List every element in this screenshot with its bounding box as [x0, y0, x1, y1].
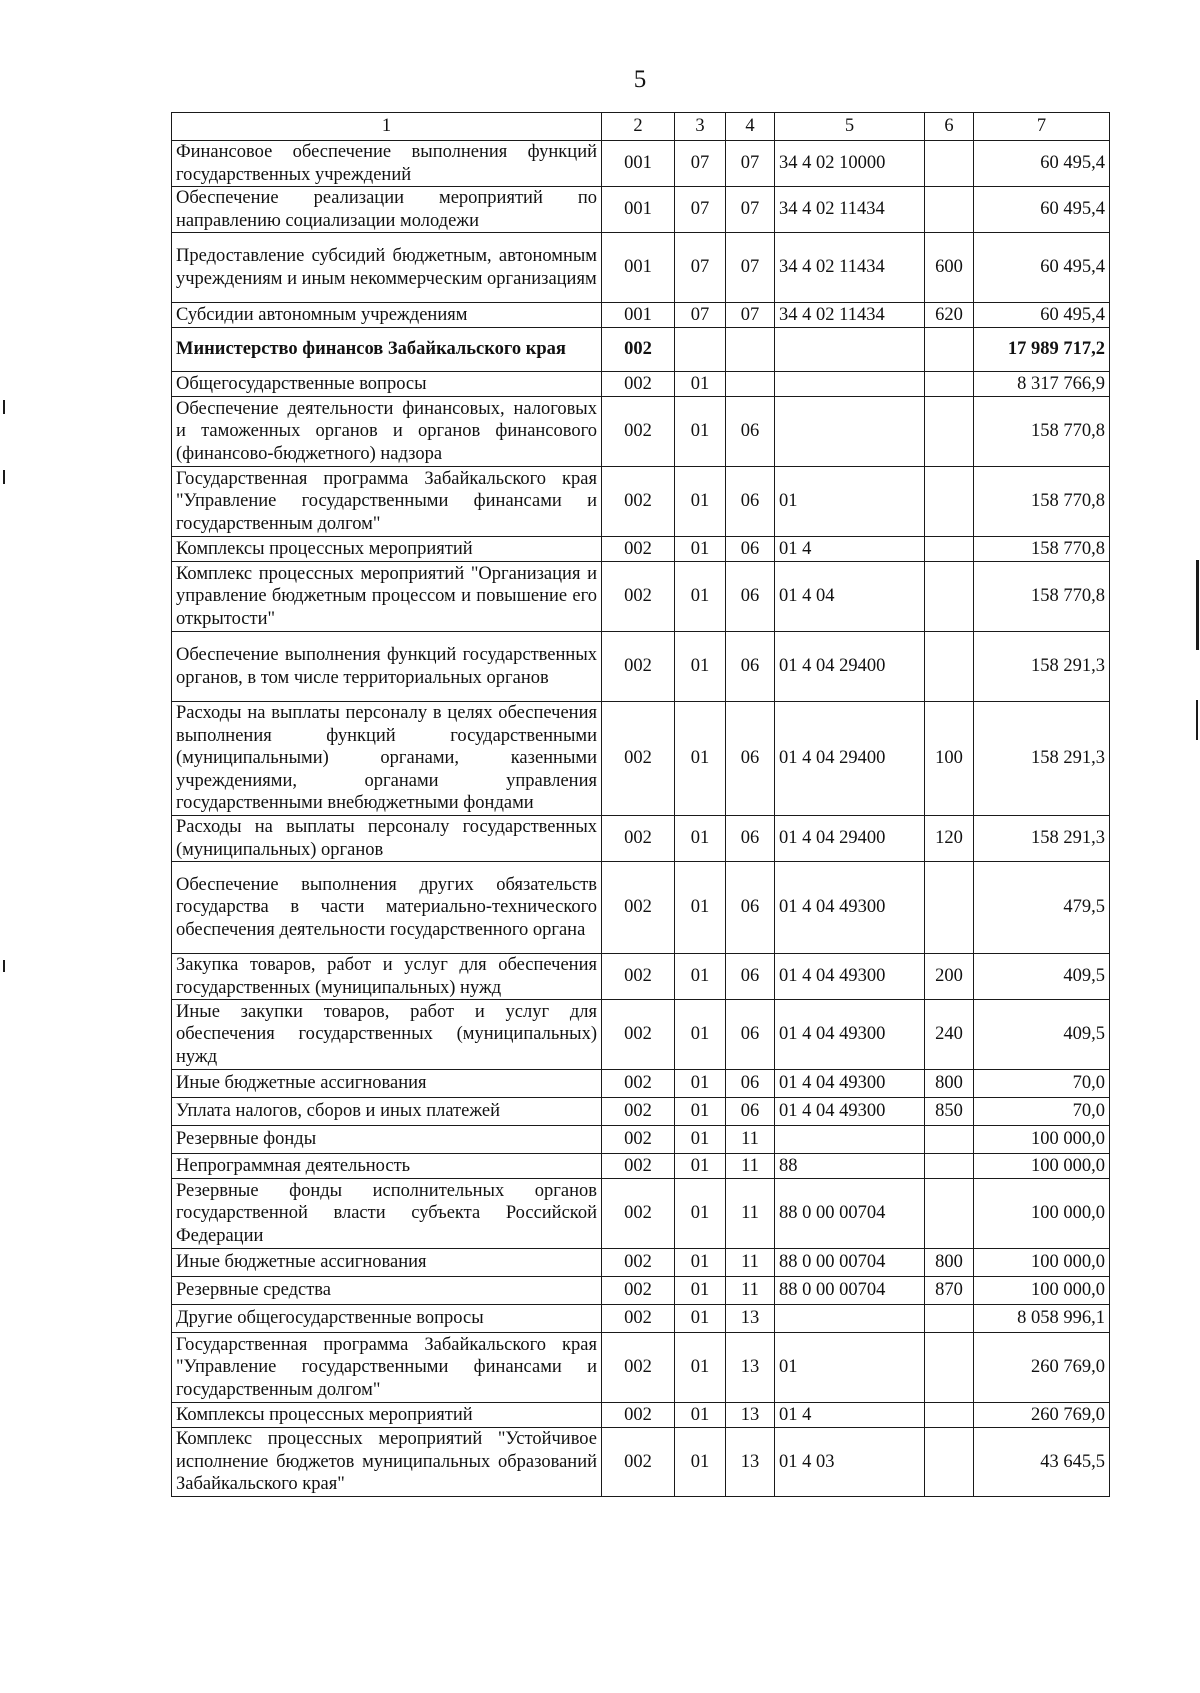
- row-amount: 158 770,8: [974, 562, 1110, 632]
- row-admin-code: 002: [602, 372, 675, 397]
- row-subsection: 06: [726, 537, 775, 562]
- row-admin-code: 002: [602, 562, 675, 632]
- row-name: Комплекс процессных мероприятий "Организация и управление бюджетным процессом и повышение его открытости": [172, 562, 602, 632]
- row-name: Государственная программа Забайкальского края "Управление государственными финансами и государственным долгом": [172, 467, 602, 537]
- row-section: 07: [675, 303, 726, 328]
- header-col-2: 2: [602, 113, 675, 141]
- row-subsection: 11: [726, 1277, 775, 1305]
- row-section: 01: [675, 372, 726, 397]
- table-row: [172, 467, 1110, 537]
- row-name: Обеспечение выполнения функций государственных органов, в том числе территориальных органов: [172, 632, 602, 702]
- row-section: 01: [675, 1098, 726, 1126]
- row-expense-type: [925, 397, 974, 467]
- row-admin-code: 002: [602, 954, 675, 1000]
- row-target-article: 01 4 04 49300: [775, 1098, 925, 1126]
- table-row: [172, 372, 1110, 397]
- row-target-article: [775, 372, 925, 397]
- row-amount: 158 770,8: [974, 537, 1110, 562]
- row-section: 01: [675, 1154, 726, 1179]
- row-name: Другие общегосударственные вопросы: [172, 1305, 602, 1333]
- row-subsection: 06: [726, 1070, 775, 1098]
- row-subsection: 06: [726, 467, 775, 537]
- row-subsection: 13: [726, 1403, 775, 1428]
- row-amount: 8 058 996,1: [974, 1305, 1110, 1333]
- scan-edge-mark: [3, 470, 5, 484]
- row-target-article: 01 4 04 49300: [775, 1000, 925, 1070]
- row-admin-code: 002: [602, 1249, 675, 1277]
- row-target-article: 01 4: [775, 537, 925, 562]
- header-col-6: 6: [925, 113, 974, 141]
- row-name: Министерство финансов Забайкальского края: [172, 328, 602, 372]
- row-name: Закупка товаров, работ и услуг для обеспечения государственных (муниципальных) нужд: [172, 954, 602, 1000]
- row-admin-code: 002: [602, 1000, 675, 1070]
- row-name: Иные закупки товаров, работ и услуг для обеспечения государственных (муниципальных) нужд: [172, 1000, 602, 1070]
- table-row: [172, 1179, 1110, 1249]
- row-expense-type: [925, 1126, 974, 1154]
- row-expense-type: 120: [925, 816, 974, 862]
- row-section: 01: [675, 397, 726, 467]
- row-section: 01: [675, 1179, 726, 1249]
- row-amount: 100 000,0: [974, 1126, 1110, 1154]
- row-section: [675, 328, 726, 372]
- row-name: Государственная программа Забайкальского края "Управление государственными финансами и государственным долгом": [172, 1333, 602, 1403]
- row-name: Резервные фонды исполнительных органов государственной власти субъекта Российской Федерации: [172, 1179, 602, 1249]
- row-amount: 260 769,0: [974, 1403, 1110, 1428]
- row-admin-code: 002: [602, 1154, 675, 1179]
- row-admin-code: 002: [602, 1098, 675, 1126]
- row-section: 01: [675, 1333, 726, 1403]
- row-name: Общегосударственные вопросы: [172, 372, 602, 397]
- row-name: Иные бюджетные ассигнования: [172, 1249, 602, 1277]
- scan-edge-mark: [3, 960, 5, 972]
- row-subsection: 11: [726, 1179, 775, 1249]
- row-amount: 409,5: [974, 1000, 1110, 1070]
- row-target-article: 34 4 02 11434: [775, 187, 925, 233]
- scan-edge-mark: [1196, 700, 1198, 740]
- row-admin-code: 002: [602, 1126, 675, 1154]
- row-amount: 158 770,8: [974, 467, 1110, 537]
- row-expense-type: 200: [925, 954, 974, 1000]
- row-subsection: 06: [726, 702, 775, 816]
- row-name: Обеспечение выполнения других обязательств государства в части материально-технического обеспечения деятельности государственного органа: [172, 862, 602, 954]
- header-col-5: 5: [775, 113, 925, 141]
- row-section: 01: [675, 1305, 726, 1333]
- row-admin-code: 002: [602, 1179, 675, 1249]
- row-admin-code: 002: [602, 467, 675, 537]
- row-subsection: 13: [726, 1333, 775, 1403]
- row-expense-type: [925, 372, 974, 397]
- row-name: Комплексы процессных мероприятий: [172, 537, 602, 562]
- row-target-article: [775, 397, 925, 467]
- row-target-article: [775, 328, 925, 372]
- row-admin-code: 002: [602, 816, 675, 862]
- row-name: Непрограммная деятельность: [172, 1154, 602, 1179]
- header-col-1: 1: [172, 113, 602, 141]
- table-row: [172, 1403, 1110, 1428]
- row-expense-type: [925, 862, 974, 954]
- table-body: [172, 141, 1110, 1497]
- row-admin-code: 002: [602, 537, 675, 562]
- row-name: Расходы на выплаты персоналу государственных (муниципальных) органов: [172, 816, 602, 862]
- row-amount: 158 291,3: [974, 816, 1110, 862]
- row-expense-type: [925, 1403, 974, 1428]
- row-expense-type: [925, 141, 974, 187]
- row-admin-code: 002: [602, 1277, 675, 1305]
- row-subsection: 07: [726, 303, 775, 328]
- row-admin-code: 002: [602, 1305, 675, 1333]
- row-subsection: 11: [726, 1249, 775, 1277]
- row-section: 01: [675, 1126, 726, 1154]
- row-amount: 8 317 766,9: [974, 372, 1110, 397]
- row-section: 01: [675, 1070, 726, 1098]
- row-section: 01: [675, 1428, 726, 1497]
- row-target-article: 01 4 04 49300: [775, 862, 925, 954]
- row-target-article: [775, 1126, 925, 1154]
- header-col-4: 4: [726, 113, 775, 141]
- row-expense-type: [925, 632, 974, 702]
- table-row: [172, 1098, 1110, 1126]
- row-section: 01: [675, 1403, 726, 1428]
- row-amount: 158 770,8: [974, 397, 1110, 467]
- row-target-article: 88 0 00 00704: [775, 1249, 925, 1277]
- row-subsection: 07: [726, 233, 775, 303]
- row-target-article: 01 4 03: [775, 1428, 925, 1497]
- row-target-article: [775, 1305, 925, 1333]
- table-row: [172, 562, 1110, 632]
- scan-edge-mark: [3, 400, 5, 414]
- row-expense-type: 600: [925, 233, 974, 303]
- row-amount: 60 495,4: [974, 141, 1110, 187]
- table-row: [172, 702, 1110, 816]
- row-target-article: 01 4 04 29400: [775, 816, 925, 862]
- row-name: Расходы на выплаты персоналу в целях обеспечения выполнения функций государственными (муниципальными) органами, казенными учреждениями, органами управления государственными внебюджетными фондами: [172, 702, 602, 816]
- table-row: [172, 1305, 1110, 1333]
- row-section: 01: [675, 702, 726, 816]
- row-subsection: 11: [726, 1126, 775, 1154]
- row-admin-code: 002: [602, 397, 675, 467]
- row-expense-type: [925, 187, 974, 233]
- table-row: [172, 862, 1110, 954]
- row-admin-code: 002: [602, 702, 675, 816]
- row-admin-code: 001: [602, 187, 675, 233]
- row-expense-type: 800: [925, 1070, 974, 1098]
- row-section: 07: [675, 187, 726, 233]
- table-row: [172, 328, 1110, 372]
- row-expense-type: [925, 467, 974, 537]
- row-admin-code: 002: [602, 1403, 675, 1428]
- row-target-article: 34 4 02 10000: [775, 141, 925, 187]
- row-section: 01: [675, 467, 726, 537]
- row-name: Комплекс процессных мероприятий "Устойчивое исполнение бюджетов муниципальных образований Забайкальского края": [172, 1428, 602, 1497]
- row-admin-code: 001: [602, 141, 675, 187]
- table-row: [172, 632, 1110, 702]
- table-row: [172, 397, 1110, 467]
- row-name: Субсидии автономным учреждениям: [172, 303, 602, 328]
- row-amount: 60 495,4: [974, 303, 1110, 328]
- table-row: [172, 1277, 1110, 1305]
- row-target-article: 34 4 02 11434: [775, 303, 925, 328]
- row-section: 01: [675, 816, 726, 862]
- row-section: 01: [675, 537, 726, 562]
- row-subsection: 07: [726, 141, 775, 187]
- row-target-article: 01 4 04: [775, 562, 925, 632]
- row-section: 01: [675, 954, 726, 1000]
- budget-table: [171, 112, 1110, 1497]
- row-section: 01: [675, 562, 726, 632]
- row-section: 01: [675, 632, 726, 702]
- row-expense-type: 850: [925, 1098, 974, 1126]
- row-subsection: 06: [726, 632, 775, 702]
- row-target-article: 88 0 00 00704: [775, 1179, 925, 1249]
- table-row: [172, 141, 1110, 187]
- row-target-article: 01: [775, 467, 925, 537]
- row-amount: 158 291,3: [974, 702, 1110, 816]
- row-section: 07: [675, 141, 726, 187]
- table-row: [172, 537, 1110, 562]
- row-amount: 100 000,0: [974, 1249, 1110, 1277]
- row-subsection: [726, 328, 775, 372]
- row-subsection: 06: [726, 562, 775, 632]
- row-expense-type: [925, 1179, 974, 1249]
- row-admin-code: 002: [602, 1333, 675, 1403]
- table-row: [172, 1428, 1110, 1497]
- row-expense-type: 870: [925, 1277, 974, 1305]
- row-section: 01: [675, 862, 726, 954]
- row-subsection: 06: [726, 1098, 775, 1126]
- row-amount: 17 989 717,2: [974, 328, 1110, 372]
- table-row: [172, 1154, 1110, 1179]
- row-target-article: 88: [775, 1154, 925, 1179]
- row-amount: 60 495,4: [974, 187, 1110, 233]
- row-target-article: 01 4 04 49300: [775, 954, 925, 1000]
- row-admin-code: 002: [602, 1070, 675, 1098]
- row-subsection: 13: [726, 1305, 775, 1333]
- table-row: [172, 1333, 1110, 1403]
- row-expense-type: 620: [925, 303, 974, 328]
- table-row: [172, 1249, 1110, 1277]
- row-admin-code: 001: [602, 233, 675, 303]
- header-col-3: 3: [675, 113, 726, 141]
- row-expense-type: [925, 562, 974, 632]
- page-number: 5: [633, 66, 647, 93]
- row-name: Предоставление субсидий бюджетным, автономным учреждениям и иным некоммерческим организациям: [172, 233, 602, 303]
- header-row: [172, 113, 1110, 141]
- row-subsection: 13: [726, 1428, 775, 1497]
- row-expense-type: 240: [925, 1000, 974, 1070]
- table-row: [172, 1126, 1110, 1154]
- row-target-article: 01: [775, 1333, 925, 1403]
- row-name: Финансовое обеспечение выполнения функций государственных учреждений: [172, 141, 602, 187]
- row-section: 01: [675, 1249, 726, 1277]
- header-col-7: 7: [974, 113, 1110, 141]
- row-admin-code: 001: [602, 303, 675, 328]
- row-amount: 70,0: [974, 1098, 1110, 1126]
- row-amount: 100 000,0: [974, 1179, 1110, 1249]
- row-name: Резервные фонды: [172, 1126, 602, 1154]
- row-subsection: 06: [726, 397, 775, 467]
- row-target-article: 01 4 04 29400: [775, 632, 925, 702]
- row-subsection: 06: [726, 862, 775, 954]
- row-section: 01: [675, 1000, 726, 1070]
- table-row: [172, 1070, 1110, 1098]
- row-expense-type: 100: [925, 702, 974, 816]
- row-name: Обеспечение реализации мероприятий по направлению социализации молодежи: [172, 187, 602, 233]
- row-amount: 260 769,0: [974, 1333, 1110, 1403]
- table-row: [172, 954, 1110, 1000]
- row-expense-type: [925, 1305, 974, 1333]
- row-subsection: 06: [726, 954, 775, 1000]
- row-name: Комплексы процессных мероприятий: [172, 1403, 602, 1428]
- table-row: [172, 816, 1110, 862]
- row-amount: 43 645,5: [974, 1428, 1110, 1497]
- row-section: 07: [675, 233, 726, 303]
- row-expense-type: [925, 1428, 974, 1497]
- row-subsection: 06: [726, 1000, 775, 1070]
- row-name: Резервные средства: [172, 1277, 602, 1305]
- row-name: Обеспечение деятельности финансовых, налоговых и таможенных органов и органов финансового (финансово-бюджетного) надзора: [172, 397, 602, 467]
- table-row: [172, 1000, 1110, 1070]
- row-admin-code: 002: [602, 632, 675, 702]
- row-expense-type: 800: [925, 1249, 974, 1277]
- row-section: 01: [675, 1277, 726, 1305]
- table-row: [172, 187, 1110, 233]
- row-amount: 100 000,0: [974, 1277, 1110, 1305]
- row-admin-code: 002: [602, 1428, 675, 1497]
- row-target-article: 01 4 04 49300: [775, 1070, 925, 1098]
- row-amount: 479,5: [974, 862, 1110, 954]
- row-amount: 409,5: [974, 954, 1110, 1000]
- row-admin-code: 002: [602, 328, 675, 372]
- row-subsection: [726, 372, 775, 397]
- row-target-article: 01 4: [775, 1403, 925, 1428]
- row-subsection: 11: [726, 1154, 775, 1179]
- row-target-article: 88 0 00 00704: [775, 1277, 925, 1305]
- row-expense-type: [925, 537, 974, 562]
- row-expense-type: [925, 1333, 974, 1403]
- row-subsection: 07: [726, 187, 775, 233]
- row-target-article: 01 4 04 29400: [775, 702, 925, 816]
- row-amount: 70,0: [974, 1070, 1110, 1098]
- row-amount: 100 000,0: [974, 1154, 1110, 1179]
- row-amount: 60 495,4: [974, 233, 1110, 303]
- row-target-article: 34 4 02 11434: [775, 233, 925, 303]
- row-subsection: 06: [726, 816, 775, 862]
- row-expense-type: [925, 328, 974, 372]
- row-name: Иные бюджетные ассигнования: [172, 1070, 602, 1098]
- scan-edge-mark: [1196, 560, 1199, 650]
- row-amount: 158 291,3: [974, 632, 1110, 702]
- table-row: [172, 233, 1110, 303]
- table-row: [172, 303, 1110, 328]
- row-admin-code: 002: [602, 862, 675, 954]
- row-expense-type: [925, 1154, 974, 1179]
- row-name: Уплата налогов, сборов и иных платежей: [172, 1098, 602, 1126]
